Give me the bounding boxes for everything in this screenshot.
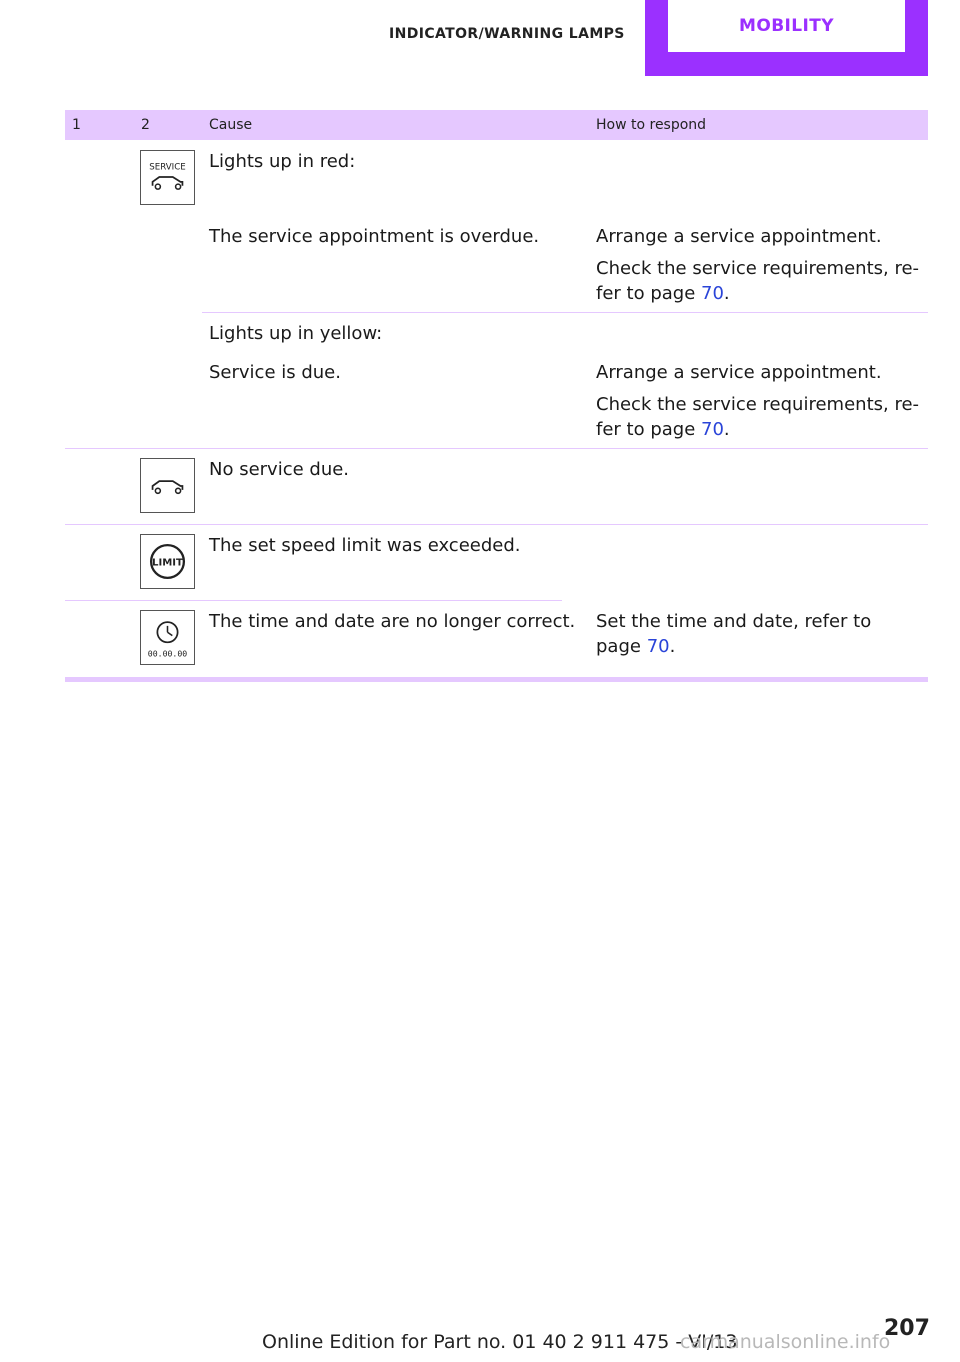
edition-footer: Online Edition for Part no. 01 40 2 911 475 - VI/13 <box>262 1331 738 1353</box>
service-yellow-respond-check-line1: Check the service requirements, re- <box>596 394 920 415</box>
service-red-respond-check-line1: Check the service requirements, re- <box>596 258 920 279</box>
speed-limit-icon <box>140 534 195 589</box>
chapter-tab[interactable] <box>645 0 928 76</box>
service-yellow-page-link[interactable]: 70 <box>701 419 724 440</box>
service-yellow-heading: Lights up in yellow: <box>209 323 383 344</box>
time-date-respond-line2: page 70. <box>596 636 676 657</box>
column-header-cause: Cause <box>209 117 253 133</box>
time-date-cause: The time and date are no longer correct. <box>209 611 576 632</box>
page-number: 207 <box>884 1316 930 1341</box>
column-header-2: 2 <box>141 117 150 133</box>
clock-icon <box>140 610 195 665</box>
service-red-page-link[interactable]: 70 <box>701 283 724 304</box>
clock-icon-text: 00.00.00 <box>147 648 188 659</box>
service-yellow-cause: Service is due. <box>209 362 341 383</box>
service-red-heading: Lights up in red: <box>209 151 356 172</box>
service-red-cause: The service appointment is overdue. <box>209 226 540 247</box>
divider <box>65 524 928 525</box>
divider <box>65 448 928 449</box>
divider <box>202 312 928 313</box>
table-bottom-rule <box>65 677 928 682</box>
time-date-refer-text: page <box>596 636 647 657</box>
chapter-tab-label: MOBILITY <box>668 0 905 52</box>
divider <box>65 600 562 601</box>
service-red-respond-check <box>596 256 919 306</box>
section-title: INDICATOR/WARNING LAMPS <box>389 26 625 42</box>
service-yellow-refer-text: fer to page <box>596 419 702 440</box>
speed-limit-cause: The set speed limit was exceeded. <box>209 535 521 556</box>
column-header-how-to-respond: How to respond <box>596 117 707 133</box>
table-header <box>65 110 928 140</box>
speed-limit-icon-text: LIMIT <box>152 557 183 569</box>
column-header-1: 1 <box>72 117 81 133</box>
time-date-respond <box>596 609 871 659</box>
service-yellow-respond-check <box>596 392 919 442</box>
watermark: carmanualsonline.info <box>680 1331 891 1353</box>
service-red-refer-text: fer to page <box>596 283 702 304</box>
service-yellow-respond-arrange: Arrange a service appointment. <box>596 362 882 383</box>
service-lamp-icon <box>140 150 195 205</box>
car-lamp-icon <box>140 458 195 513</box>
service-red-respond-check-line2: fer to page 70. <box>596 283 730 304</box>
time-date-respond-line1: Set the time and date, refer to <box>596 611 872 632</box>
service-yellow-respond-check-line2: fer to page 70. <box>596 419 730 440</box>
service-lamp-text: SERVICE <box>149 162 186 173</box>
no-service-due: No service due. <box>209 459 350 480</box>
time-date-page-link[interactable]: 70 <box>646 636 670 657</box>
service-red-respond-arrange: Arrange a service appointment. <box>596 226 882 247</box>
